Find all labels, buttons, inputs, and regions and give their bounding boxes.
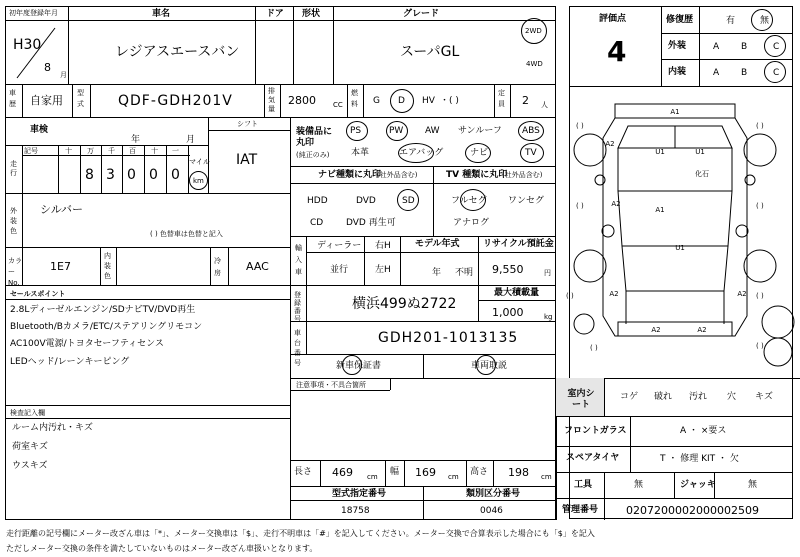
navi-hdd: HDD — [307, 196, 328, 206]
navi-title-sub: (社外品含む) — [377, 171, 418, 179]
mileage-label: 走行 — [10, 160, 17, 177]
grade: スーパGL — [400, 44, 460, 60]
shift: IAT — [236, 152, 258, 168]
mileage-head-cell: 十 — [151, 147, 158, 155]
drive-4wd: 4WD — [526, 60, 543, 68]
car-name: レジアスエースバン — [115, 44, 240, 60]
usage: 自家用 — [30, 94, 63, 107]
model-label: 型式 — [77, 89, 84, 108]
chassis-label: 車台番号 — [294, 329, 301, 367]
management-label: 管理番号 — [562, 505, 599, 515]
seat-label: 室内シート — [567, 389, 595, 410]
length-value: 469 — [332, 466, 353, 479]
equipment-label: 装備品に丸印 — [296, 127, 333, 148]
svg-text:( ): ( ) — [756, 122, 764, 130]
navi-dvd: DVD — [356, 196, 376, 206]
mileage-head-cell: 記号 — [24, 147, 38, 155]
tv-oneseg: ワンセグ — [508, 196, 545, 206]
warranty-new-car: 新車保証書 — [336, 361, 382, 371]
jack-value: 無 — [748, 480, 758, 490]
door-label: ドア — [266, 9, 284, 19]
svg-text:( ): ( ) — [590, 344, 598, 352]
type-designation-label: 型式指定番号 — [332, 489, 387, 499]
car-name-label: 車名 — [152, 9, 171, 19]
footer-note-2: ただしメーター交換の条件を満たしていないものはメーター改ざん車扱いとなります。 — [6, 544, 318, 553]
type-designation-value: 18758 — [341, 506, 370, 516]
inspector-note-3: ウスキズ — [12, 461, 48, 471]
svg-text:( ): ( ) — [756, 342, 764, 350]
model-year-label: モデル年式 — [415, 239, 460, 249]
shaken-year-unit: 年 — [131, 135, 141, 145]
seat-tear: 破れ — [654, 392, 673, 402]
sales-points-label: セールスポイント — [10, 290, 66, 298]
svg-text:( ): ( ) — [576, 122, 584, 130]
interior-b: B — [741, 68, 748, 78]
width-value: 169 — [415, 466, 436, 479]
mileage-head-cell: 万 — [87, 147, 94, 155]
interior-c: C — [773, 68, 780, 78]
mileage-digit: 3 — [106, 167, 115, 183]
import-dealer: ディーラー — [317, 241, 362, 251]
length-unit: cm — [367, 473, 378, 481]
management-value: 0207200002000002509 — [626, 504, 759, 517]
recycle-label: リサイクル預託金 — [483, 239, 554, 249]
damage-map-label: A2 — [651, 326, 661, 334]
equip-navi: ナビ — [470, 148, 489, 158]
fuel-g: G — [373, 96, 380, 106]
mileage-head-cell: 千 — [108, 147, 115, 155]
equip-airbag: エアバッグ — [399, 148, 444, 158]
registration-value: 横浜499ぬ2722 — [352, 296, 457, 312]
svg-text:( ): ( ) — [576, 202, 584, 210]
shaken-month-unit: 月 — [186, 135, 196, 145]
max-load-value: 1,000 — [492, 306, 524, 319]
footer-note-1: 走行距離の記号欄にメーター改ざん車は「*」、メーター交換車は「$」、走行不明車は「#」を記入してください。メーター交換で合算表示した場合にも「$」を記入 — [6, 529, 595, 538]
damage-map-label: U1 — [655, 148, 665, 156]
damage-map-label: U1 — [675, 244, 685, 252]
import-parallel: 並行 — [330, 265, 349, 275]
tv-fullseg: フルセグ — [451, 196, 487, 206]
equip-abs: ABS — [522, 126, 540, 136]
max-load-label: 最大積載量 — [494, 288, 540, 298]
class-number-value: 0046 — [480, 506, 503, 516]
seat-burn: コゲ — [620, 392, 639, 402]
sales-point-4: LEDヘッド/レーンキーピング — [10, 357, 130, 367]
damage-map-label: A2 — [609, 290, 619, 298]
equip-pw: PW — [389, 126, 404, 136]
interior-color-label: 内装色 — [104, 252, 111, 280]
import-right-h: 右H — [375, 241, 391, 251]
displacement: 2800 — [288, 94, 316, 107]
color-label: 外装色 — [10, 207, 17, 235]
shift-label: シフト — [237, 120, 258, 128]
tv-analog: アナログ — [453, 218, 490, 228]
navi-sd: SD — [402, 196, 415, 206]
repair-label: 修復歴 — [666, 15, 694, 25]
equip-sunroof: サンルーフ — [458, 126, 502, 136]
repair-yes: 有 — [726, 16, 736, 26]
spare-value: T ・ 修理 KIT ・ 欠 — [660, 454, 739, 464]
exterior-label: 外装 — [668, 41, 687, 51]
damage-map-label: A2 — [611, 200, 621, 208]
equip-leather: 本革 — [351, 148, 370, 158]
import-label: 輸入車 — [295, 244, 302, 276]
damage-map-label: A2 — [605, 140, 615, 148]
mileage-head-cell: 十 — [65, 147, 72, 155]
mileage-digit: 0 — [171, 167, 180, 183]
exterior-c: C — [773, 42, 780, 52]
registration-label: 登録番号 — [294, 291, 301, 323]
sales-point-3: AC100V電源/トヨタセーフティセンス — [10, 339, 164, 349]
max-load-unit: kg — [544, 313, 553, 321]
height-value: 198 — [508, 466, 529, 479]
grade-label: グレード — [403, 9, 440, 19]
model-year-unknown: 不明 — [455, 268, 474, 278]
seat-dirt: 汚れ — [689, 392, 708, 402]
repair-no: 無 — [760, 16, 770, 26]
recycle-value: 9,550 — [492, 263, 524, 276]
damage-map-label: A1 — [670, 108, 680, 116]
damage-map-label: U1 — [695, 148, 705, 156]
km-label: km — [193, 177, 204, 185]
length-label: 長さ — [294, 467, 313, 477]
displacement-unit: CC — [333, 101, 343, 109]
glass-label: フロントガラス — [564, 426, 627, 436]
navi-title: ナビ種類に丸印 — [318, 170, 382, 180]
tools-value: 無 — [634, 480, 644, 490]
height-label: 高さ — [470, 467, 489, 477]
height-unit: cm — [541, 473, 552, 481]
color-no-label: カラーNo. — [8, 257, 22, 287]
displacement-label: 排気量 — [268, 87, 275, 113]
exterior-b: B — [741, 42, 748, 52]
capacity-unit: 人 — [541, 101, 548, 109]
aircon-label: 冷房 — [214, 257, 221, 277]
first-reg-label: 初年度登録年月 — [9, 9, 58, 17]
glass-value: A ・ ×要ス — [680, 426, 727, 436]
navi-cd: CD — [310, 218, 324, 228]
drive-2wd: 2WD — [525, 27, 542, 35]
jack-label: ジャッキ — [680, 480, 716, 490]
repair-no-circle — [751, 9, 773, 31]
svg-text:( ): ( ) — [756, 202, 764, 210]
equip-ps: PS — [350, 126, 362, 136]
interior-label: 内装 — [668, 67, 687, 77]
color-note: ( ) 色替車は色替と記入 — [150, 230, 223, 238]
tools-label: 工具 — [574, 480, 593, 490]
navi-dvd-play: DVD 再生可 — [346, 218, 396, 228]
chassis-value: GDH201-1013135 — [378, 330, 519, 346]
equipment-sub: (純正のみ) — [296, 151, 330, 159]
width-label: 幅 — [390, 467, 400, 477]
inspector-label: 検査記入欄 — [10, 409, 45, 417]
seat-scratch: キズ — [755, 392, 773, 402]
warranty-manual: 車両取説 — [471, 361, 508, 371]
fuel-rest: ・( ) — [440, 96, 459, 106]
interior-a: A — [713, 68, 720, 78]
mileage-head-cell: 一 — [172, 147, 179, 155]
mileage-digit: 0 — [127, 167, 136, 183]
inspector-note-2: 荷室キズ — [12, 442, 48, 452]
damage-map-label: 化石 — [695, 170, 709, 178]
equip-tv: TV — [525, 148, 537, 158]
mileage-digit: 8 — [85, 167, 94, 183]
model-year-year: 年 — [432, 268, 442, 278]
first-reg-month-unit: 月 — [60, 71, 67, 79]
recycle-unit: 円 — [544, 269, 551, 277]
mile-label: マイル — [189, 158, 210, 166]
tv-title: TV 種類に丸印 — [446, 170, 508, 180]
exterior-a: A — [713, 42, 720, 52]
mileage-head-cell: 百 — [129, 147, 136, 155]
inspector-note-1: ルーム内汚れ・キズ — [12, 423, 93, 433]
fuel-label: 燃料 — [351, 89, 358, 108]
svg-text:( ): ( ) — [756, 292, 764, 300]
car-damage-diagram — [556, 86, 800, 376]
first-reg-month: 8 — [44, 61, 51, 74]
exterior-c-circle — [764, 35, 786, 57]
shape-label: 形状 — [302, 9, 321, 19]
seat-hole: 穴 — [727, 392, 737, 402]
score-value: 4 — [607, 35, 627, 68]
fuel-hv: HV — [422, 96, 435, 106]
damage-map-label: A1 — [655, 206, 665, 214]
color-value: シルバー — [40, 203, 83, 216]
svg-text:( ): ( ) — [566, 292, 574, 300]
capacity: 2 — [522, 94, 529, 107]
spare-label: スペアタイヤ — [566, 453, 620, 463]
width-unit: cm — [448, 473, 459, 481]
fuel-d: D — [398, 96, 405, 106]
interior-c-circle — [764, 61, 786, 83]
mileage-digit: 0 — [149, 167, 158, 183]
damage-map-label: A2 — [697, 326, 707, 334]
sales-point-2: Bluetooth/Bカメラ/ETC/ステアリングリモコン — [10, 322, 203, 332]
capacity-label: 定員 — [498, 89, 505, 108]
shaken-label: 車検 — [30, 125, 49, 135]
notes-label: 注意事項・不具合箇所 — [296, 381, 366, 389]
sales-point-1: 2.8Lディーゼルエンジン/SDナビTV/DVD再生 — [10, 305, 196, 315]
score-label: 評価点 — [599, 14, 627, 24]
model: QDF-GDH201V — [118, 93, 233, 109]
usage-label: 車歴 — [9, 89, 16, 108]
tv-title-sub: (社外品含む) — [502, 171, 543, 179]
import-left-h: 左H — [375, 265, 391, 275]
aircon-value: AAC — [246, 260, 269, 273]
class-number-label: 類別区分番号 — [466, 489, 521, 499]
color-no-value: 1E7 — [50, 260, 71, 273]
first-reg-year: H30 — [13, 37, 42, 53]
equip-aw: AW — [425, 126, 440, 136]
damage-map-label: A2 — [737, 290, 747, 298]
